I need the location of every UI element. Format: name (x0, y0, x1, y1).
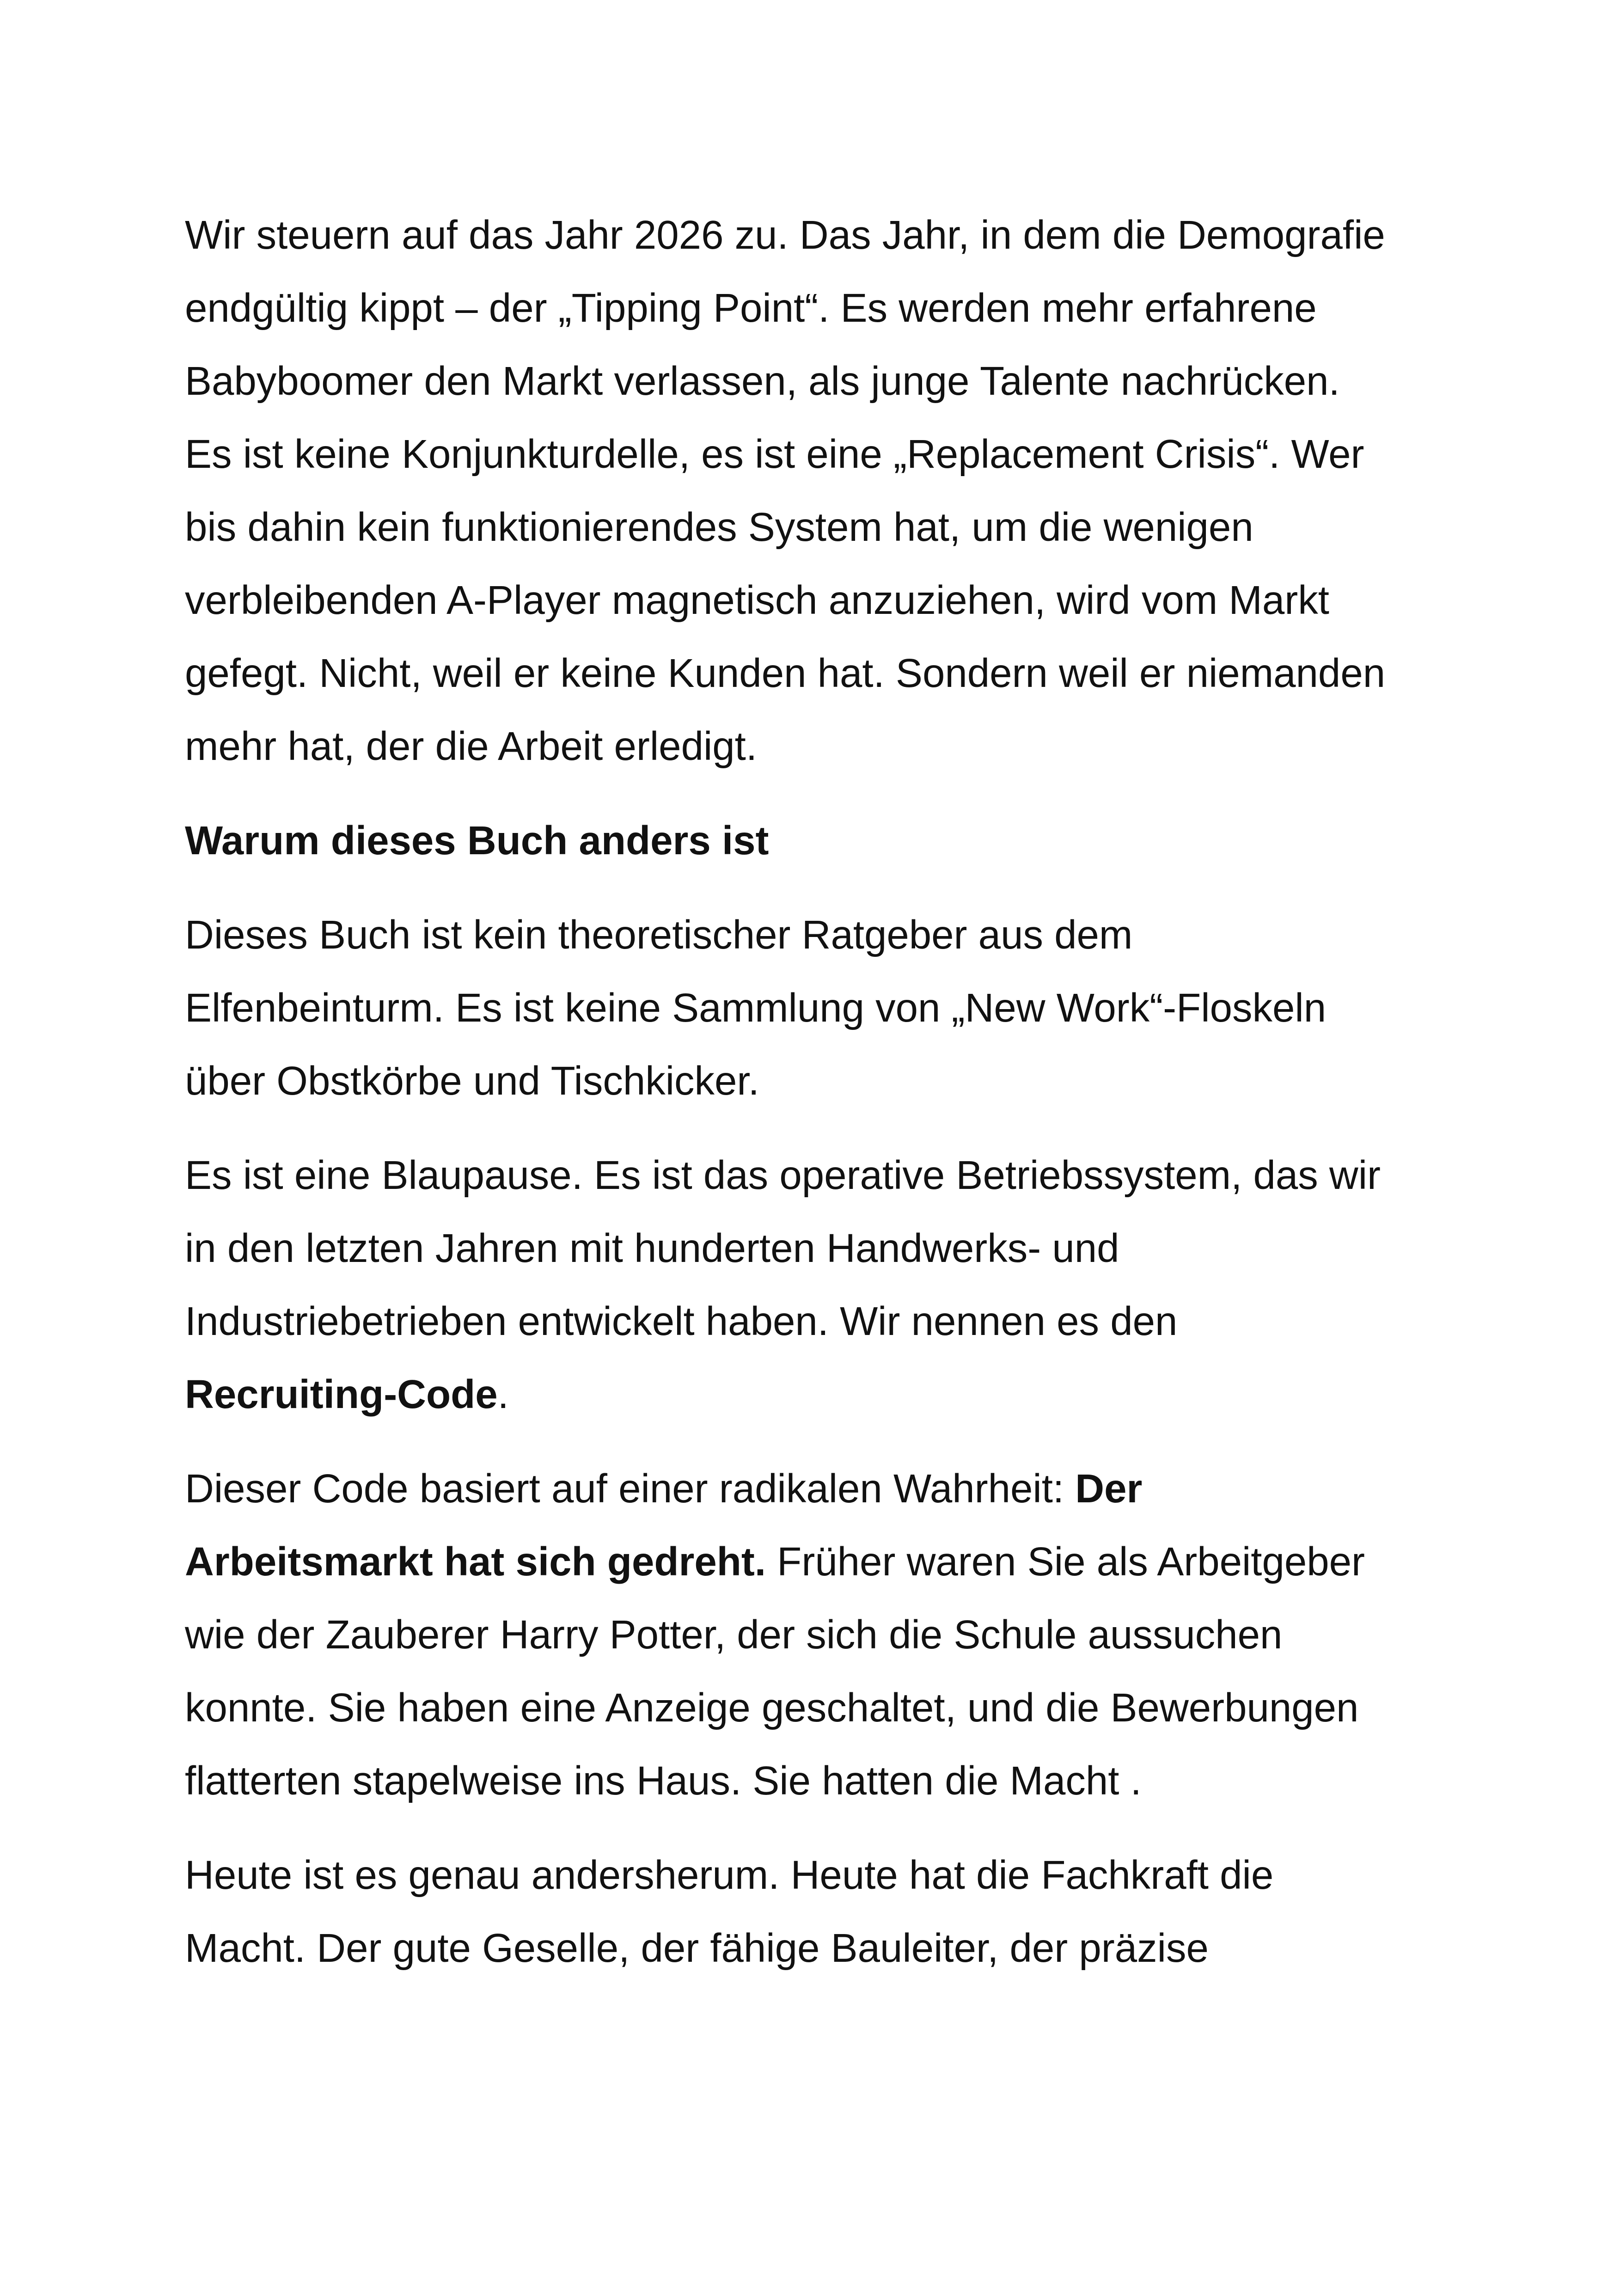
text-line: mehr hat, der die Arbeit erledigt. (185, 724, 758, 769)
text-line: Es ist keine Konjunkturdelle, es ist eine „Replacement Crisis“. Wer (185, 432, 1364, 477)
paragraph-today (185, 1839, 1461, 1985)
text-line: Macht. Der gute Geselle, der fähige Bauleiter, der präzise (185, 1926, 1209, 1971)
text-segment: Dieser Code basiert auf einer radikalen Wahrheit: (185, 1466, 1076, 1511)
period: . (497, 1372, 509, 1417)
section-heading: Warum dieses Buch anders ist (185, 818, 769, 863)
text-line: wie der Zauberer Harry Potter, der sich die Schule aussuchen (185, 1612, 1283, 1657)
text-line: über Obstkörbe und Tischkicker. (185, 1059, 759, 1103)
paragraph-intro (185, 199, 1461, 783)
text-line: Elfenbeinturm. Es ist keine Sammlung von „New Work“-Floskeln (185, 986, 1327, 1030)
document-body (185, 199, 1461, 2006)
paragraph-blueprint (185, 1139, 1461, 1431)
text-line: konnte. Sie haben eine Anzeige geschaltet, und die Bewerbungen (185, 1685, 1359, 1730)
paragraph-truth (185, 1452, 1461, 1818)
text-line: in den letzten Jahren mit hunderten Handwerks- und (185, 1226, 1119, 1271)
text-line: verbleibenden A-Player magnetisch anzuziehen, wird vom Markt (185, 578, 1329, 623)
text-segment: Früher waren Sie als Arbeitgeber (766, 1539, 1365, 1584)
text-line: Wir steuern auf das Jahr 2026 zu. Das Jahr, in dem die Demografie (185, 213, 1385, 257)
text-line: gefegt. Nicht, weil er keine Kunden hat. Sondern weil er niemanden (185, 651, 1386, 696)
text-line (185, 1452, 1461, 1525)
text-line: Es ist eine Blaupause. Es ist das operative Betriebssystem, das wir (185, 1153, 1381, 1198)
recruiting-code-term: Recruiting-Code (185, 1372, 498, 1417)
text-line: Babyboomer den Markt verlassen, als junge Talente nachrücken. (185, 359, 1340, 404)
text-line (185, 1358, 1461, 1431)
bold-segment: Arbeitsmarkt hat sich gedreht. (185, 1539, 766, 1584)
text-line: endgültig kippt – der „Tipping Point“. Es werden mehr erfahrene (185, 286, 1317, 331)
bold-segment: Der (1075, 1466, 1143, 1511)
text-line (185, 1525, 1461, 1598)
paragraph-not-theory (185, 899, 1461, 1118)
text-line: Industriebetrieben entwickelt haben. Wir nennen es den (185, 1299, 1178, 1344)
text-line: flatterten stapelweise ins Haus. Sie hatten die Macht . (185, 1758, 1142, 1803)
text-line: Heute ist es genau andersherum. Heute hat die Fachkraft die (185, 1853, 1274, 1898)
text-line: Dieses Buch ist kein theoretischer Ratgeber aus dem (185, 912, 1133, 957)
text-line: bis dahin kein funktionierendes System hat, um die wenigen (185, 505, 1253, 550)
